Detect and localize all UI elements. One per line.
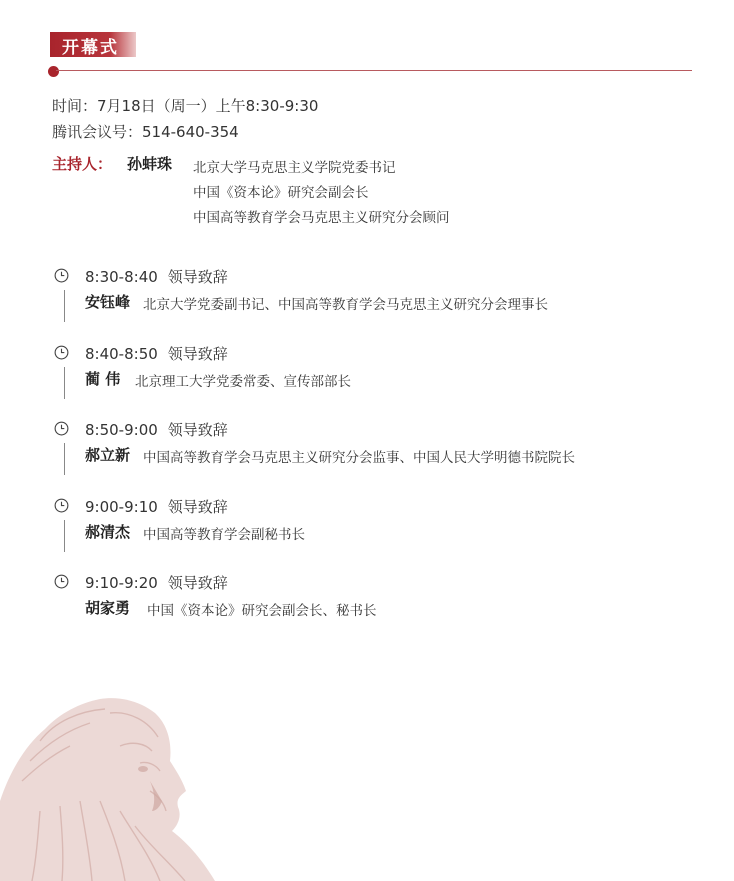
host-name: 孙蚌珠 bbox=[127, 155, 173, 173]
agenda-item bbox=[54, 266, 714, 336]
speaker-role: 北京大学党委副书记、中国高等教育学会马克思主义研究分会理事长 bbox=[143, 297, 548, 313]
agenda-topic: 领导致辞 bbox=[167, 574, 228, 592]
speaker-role: 中国《资本论》研究会副会长、秘书长 bbox=[147, 603, 377, 619]
timeline-line bbox=[64, 367, 65, 399]
clock-icon bbox=[54, 574, 69, 589]
meeting-time: 时间：7月18日（周一）上午8:30-9:30 bbox=[52, 97, 319, 115]
speaker-role: 北京理工大学党委常委、宣传部部长 bbox=[135, 374, 351, 390]
agenda-time bbox=[85, 572, 228, 593]
host-title-3: 中国高等教育学会马克思主义研究分会顾问 bbox=[193, 210, 450, 226]
agenda-topic: 领导致辞 bbox=[167, 421, 228, 439]
host-title-1: 北京大学马克思主义学院党委书记 bbox=[193, 160, 396, 176]
agenda-time-range: 8:50-9:00 bbox=[85, 421, 158, 439]
section-title: 开幕式 bbox=[62, 38, 119, 58]
agenda-topic: 领导致辞 bbox=[167, 498, 228, 516]
agenda-time bbox=[85, 343, 228, 364]
agenda-time bbox=[85, 496, 228, 517]
speaker-name: 安钰峰 bbox=[85, 293, 131, 311]
divider-dot bbox=[48, 66, 59, 77]
agenda-item bbox=[54, 572, 714, 642]
portrait-illustration bbox=[0, 651, 230, 881]
agenda-topic: 领导致辞 bbox=[167, 345, 228, 363]
speaker-name: 郝清杰 bbox=[85, 523, 131, 541]
host-title-2: 中国《资本论》研究会副会长 bbox=[193, 185, 369, 201]
tencent-meeting-id: 腾讯会议号：514-640-354 bbox=[52, 123, 239, 141]
agenda-time-range: 9:10-9:20 bbox=[85, 574, 158, 592]
timeline-line bbox=[64, 290, 65, 322]
clock-icon bbox=[54, 345, 69, 360]
agenda-time-range: 9:00-9:10 bbox=[85, 498, 158, 516]
speaker-name: 郝立新 bbox=[85, 446, 131, 464]
agenda-item bbox=[54, 419, 714, 489]
clock-icon bbox=[54, 498, 69, 513]
agenda-time-range: 8:40-8:50 bbox=[85, 345, 158, 363]
agenda-time bbox=[85, 266, 228, 287]
agenda-time-range: 8:30-8:40 bbox=[85, 268, 158, 286]
timeline-line bbox=[64, 443, 65, 475]
speaker-role: 中国高等教育学会马克思主义研究分会监事、中国人民大学明德书院院长 bbox=[143, 450, 575, 466]
section-divider bbox=[56, 70, 692, 71]
host-label: 主持人： bbox=[52, 155, 113, 173]
agenda-item bbox=[54, 343, 714, 413]
clock-icon bbox=[54, 268, 69, 283]
agenda-time bbox=[85, 419, 228, 440]
speaker-name: 蔺 伟 bbox=[85, 370, 121, 388]
section-title-badge bbox=[50, 32, 136, 57]
agenda-topic: 领导致辞 bbox=[167, 268, 228, 286]
speaker-role: 中国高等教育学会副秘书长 bbox=[143, 527, 305, 543]
timeline-line bbox=[64, 520, 65, 552]
clock-icon bbox=[54, 421, 69, 436]
agenda-item bbox=[54, 496, 714, 566]
speaker-name: 胡家勇 bbox=[85, 599, 131, 617]
